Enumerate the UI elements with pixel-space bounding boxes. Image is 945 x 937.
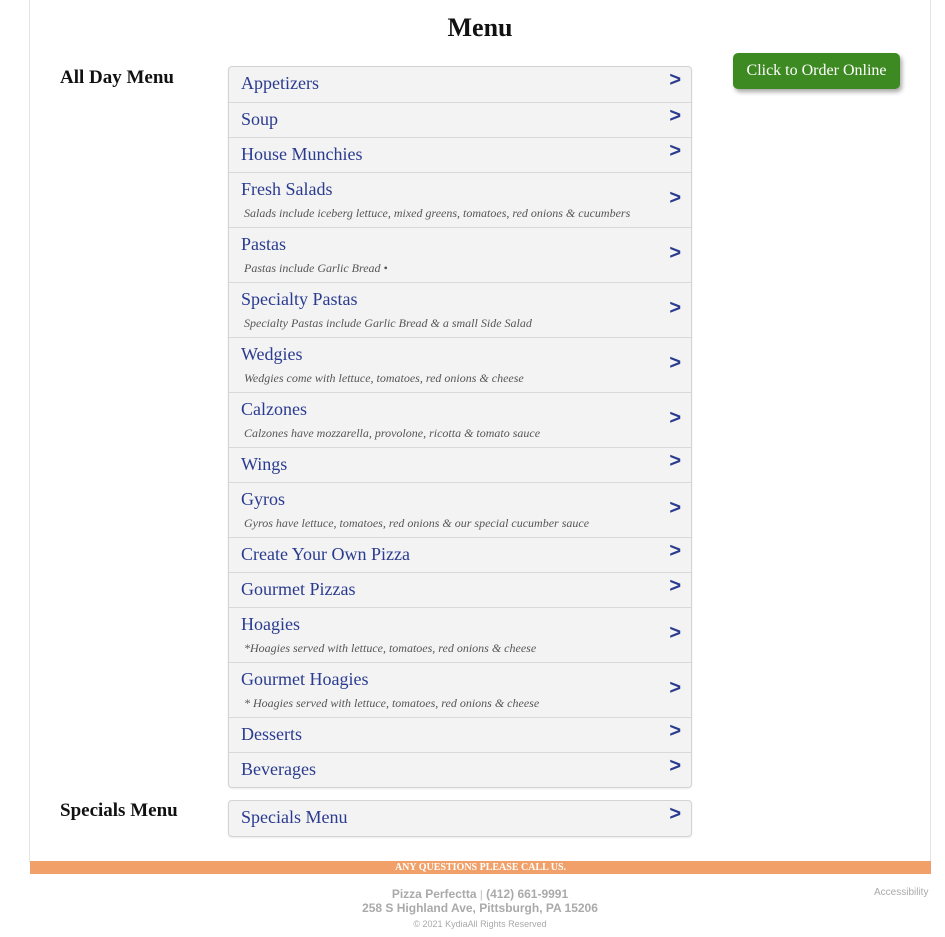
footer-separator: |	[479, 889, 483, 901]
menu-item-description: Salads include iceberg lettuce, mixed greens, tomatoes, red onions & cucumbers	[244, 206, 631, 220]
chevron-right-icon: >	[669, 497, 681, 519]
menu-item[interactable]	[229, 801, 691, 836]
chevron-right-icon: >	[669, 187, 681, 209]
menu-item[interactable]	[229, 227, 691, 282]
menu-item[interactable]	[229, 337, 691, 392]
chevron-right-icon: >	[669, 720, 681, 742]
order-online-button[interactable]: Click to Order Online	[733, 53, 900, 89]
chevron-right-icon: >	[669, 755, 681, 777]
menu-item-label: Create Your Own Pizza	[241, 544, 410, 564]
menu-item[interactable]	[229, 282, 691, 337]
call-us-banner: ANY QUESTIONS PLEASE CALL US.	[30, 861, 931, 874]
chevron-right-icon: >	[669, 622, 681, 644]
menu-item[interactable]	[229, 447, 691, 482]
chevron-right-icon: >	[669, 140, 681, 162]
menu-item[interactable]	[229, 662, 691, 717]
menu-item-description: Wedgies come with lettuce, tomatoes, red onions & cheese	[244, 371, 524, 385]
chevron-right-icon: >	[669, 450, 681, 472]
menu-item-label: Gourmet Pizzas	[241, 579, 356, 599]
chevron-right-icon: >	[669, 575, 681, 597]
chevron-right-icon: >	[669, 803, 681, 825]
specials-menu-list	[228, 800, 692, 837]
menu-item-label: Wings	[241, 454, 288, 474]
menu-item[interactable]	[229, 717, 691, 752]
menu-item[interactable]	[229, 137, 691, 172]
menu-item-description: Pastas include Garlic Bread •	[244, 261, 388, 275]
phone-link[interactable]: (412) 661-9991	[486, 887, 569, 901]
copyright-year: © 2021	[413, 919, 443, 929]
menu-item-description: Calzones have mozzarella, provolone, ricotta & tomato sauce	[244, 426, 541, 440]
menu-item-label: Specials Menu	[241, 807, 348, 827]
menu-item-label: Desserts	[241, 724, 302, 744]
menu-item-description: *Hoagies served with lettuce, tomatoes, red onions & cheese	[244, 641, 537, 655]
kydia-link[interactable]: Kydia	[445, 919, 468, 929]
menu-item-label: Fresh Salads	[241, 179, 333, 199]
menu-item[interactable]	[229, 607, 691, 662]
chevron-right-icon: >	[669, 540, 681, 562]
menu-item[interactable]	[229, 67, 691, 102]
menu-item-label: House Munchies	[241, 144, 363, 164]
footer-copyright	[0, 919, 945, 929]
menu-item[interactable]	[229, 102, 691, 137]
menu-item-label: Wedgies	[241, 344, 303, 364]
menu-item-label: Calzones	[241, 399, 307, 419]
menu-item-description: Gyros have lettuce, tomatoes, red onions & our special cucumber sauce	[244, 516, 590, 530]
all-day-menu-title: All Day Menu	[60, 67, 174, 88]
menu-item-label: Gourmet Hoagies	[241, 669, 369, 689]
footer-address: 258 S Highland Ave, Pittsburgh, PA 15206	[362, 901, 598, 915]
chevron-right-icon: >	[669, 677, 681, 699]
chevron-right-icon: >	[669, 297, 681, 319]
menu-item[interactable]	[229, 572, 691, 607]
menu-item[interactable]	[229, 482, 691, 537]
menu-item[interactable]	[229, 537, 691, 572]
all-day-menu-list	[228, 66, 692, 788]
menu-item-label: Gyros	[241, 489, 285, 509]
menu-item-label: Pastas	[241, 234, 286, 254]
menu-item[interactable]	[229, 172, 691, 227]
menu-item-description: * Hoagies served with lettuce, tomatoes, red onions & cheese	[244, 696, 540, 710]
menu-item-label: Soup	[241, 109, 279, 129]
restaurant-name: Pizza Perfectta	[391, 887, 477, 901]
menu-item-label: Specialty Pastas	[241, 289, 358, 309]
menu-item-description: Specialty Pastas include Garlic Bread & a small Side Salad	[244, 316, 532, 330]
chevron-right-icon: >	[669, 242, 681, 264]
chevron-right-icon: >	[669, 352, 681, 374]
menu-item-label: Beverages	[241, 759, 316, 779]
footer-contact	[0, 887, 945, 901]
specials-menu-title: Specials Menu	[60, 800, 178, 821]
menu-item[interactable]	[229, 392, 691, 447]
rights-text: All Rights Reserved	[467, 919, 547, 929]
chevron-right-icon: >	[669, 105, 681, 127]
page-title: Menu	[447, 13, 513, 42]
menu-item-label: Appetizers	[241, 73, 319, 93]
chevron-right-icon: >	[669, 407, 681, 429]
menu-item-label: Hoagies	[241, 614, 300, 634]
chevron-right-icon: >	[669, 69, 681, 91]
accessibility-link[interactable]: Accessibility	[874, 887, 929, 898]
menu-item[interactable]	[229, 752, 691, 787]
